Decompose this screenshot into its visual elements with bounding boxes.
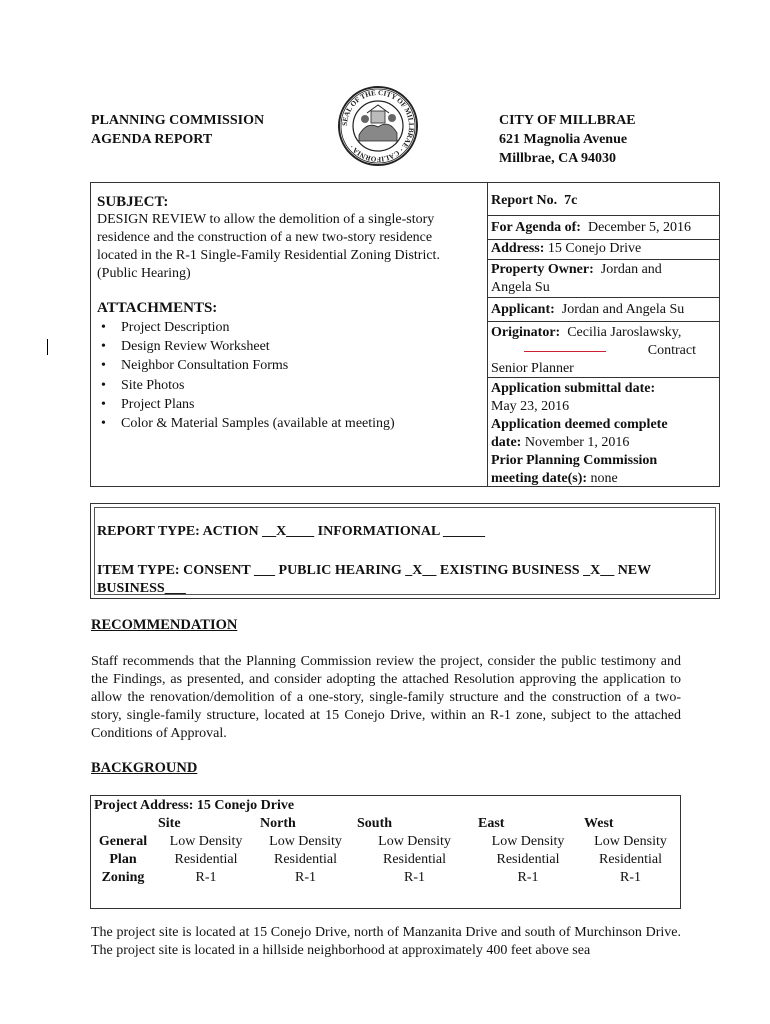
- row-label-general-plan: [91, 833, 156, 869]
- owner-label: Property Owner:: [491, 262, 594, 277]
- subject-title: SUBJECT:: [97, 194, 169, 210]
- applicant-value: Jordan and Angela Su: [561, 302, 685, 317]
- city-citystate: Millbrae, CA 94030: [499, 151, 617, 166]
- agenda-date-label: For Agenda of:: [491, 220, 581, 235]
- table-corner: [91, 815, 156, 833]
- col-header-north: North: [260, 816, 296, 831]
- recommendation-heading: RECOMMENDATION: [91, 617, 238, 633]
- prior-meeting-label-2: meeting date(s):: [491, 471, 588, 486]
- agenda-date: December 5, 2016: [587, 220, 691, 235]
- complete-label-2: date:: [491, 435, 522, 450]
- originator-title-1: Contract: [647, 343, 696, 358]
- report-number: 7c: [564, 193, 578, 208]
- table-cell: [475, 833, 581, 869]
- prior-meeting-label: Prior Planning Commission: [491, 453, 658, 468]
- attachments-title: ATTACHMENTS:: [97, 300, 218, 316]
- table-cell: [581, 833, 681, 869]
- table-cell: [257, 833, 354, 869]
- cell-line: Low Density: [269, 834, 342, 849]
- row-label-plan: Plan: [109, 852, 137, 867]
- complete-date: November 1, 2016: [524, 435, 630, 450]
- attachment-item: • Neighbor Consultation Forms: [97, 356, 481, 375]
- city-seal-icon: [337, 85, 419, 167]
- attachment-item: • Project Description: [97, 318, 481, 337]
- col-header-south: South: [357, 816, 393, 831]
- attachments-list: [97, 318, 481, 433]
- attachment-item: • Color & Material Samples (available at meeting): [97, 414, 481, 433]
- cell-line: Low Density: [491, 834, 565, 849]
- cell-line: Low Density: [169, 834, 243, 849]
- cell-line: Residential: [496, 852, 560, 867]
- table-cell: R-1: [195, 870, 217, 885]
- table-cell: R-1: [404, 870, 425, 885]
- report-number-label: Report No.: [491, 193, 558, 208]
- table-cell: [354, 833, 475, 869]
- originator-title-2: Senior Planner: [491, 361, 574, 376]
- originator-label: Originator:: [491, 325, 561, 340]
- cell-line: Residential: [383, 852, 446, 867]
- col-header-site: Site: [158, 816, 181, 831]
- background-text: The project site is located at 15 Conejo Drive, north of Manzanita Drive and south of Murchinson Drive. The project site is located in a hillside neighborhood at approximately 400 feet above sea: [91, 925, 681, 958]
- recommendation-text: Staff recommends that the Planning Commission review the project, consider the public testimony and the Findings, as presented, and consider adopting the attached Resolution approving the application to allow the renovation/demolition of a one-story, single-family structure and the construction of a two-story, single-family structure, located at 15 Conejo Drive, within an R-1 zone, subject to the attached Conditions of Approval.: [91, 654, 681, 741]
- owner-value-2: Angela Su: [491, 280, 550, 295]
- cell-line: Low Density: [378, 834, 451, 849]
- cell-line: Residential: [174, 852, 238, 867]
- header-line-1: PLANNING COMMISSION: [91, 113, 265, 128]
- submittal-date: May 23, 2016: [491, 399, 570, 414]
- subject-line-4: (Public Hearing): [97, 266, 191, 281]
- cell-line: Low Density: [594, 834, 667, 849]
- table-cell: [155, 833, 257, 869]
- row-label-zoning: Zoning: [101, 870, 145, 885]
- row-label-general: General: [98, 834, 148, 849]
- subject-line-3: located in the R-1 Single-Family Residential Zoning District.: [97, 248, 440, 263]
- cell-line: Residential: [274, 852, 337, 867]
- header-line-2: AGENDA REPORT: [91, 132, 213, 147]
- text-cursor: [47, 339, 48, 355]
- attachment-item: • Site Photos: [97, 376, 481, 395]
- dates-cell: [488, 378, 719, 488]
- owner-value-1: Jordan and: [600, 262, 662, 277]
- report-info-panel: [488, 183, 719, 486]
- background-heading: BACKGROUND: [91, 760, 198, 776]
- originator-value: Cecilia Jaroslawsky,: [567, 325, 682, 340]
- applicant-label: Applicant:: [491, 302, 555, 317]
- subject-line-1: DESIGN REVIEW to allow the demolition of a single-story: [97, 212, 435, 227]
- submittal-label: Application submittal date:: [491, 381, 656, 396]
- report-header-right: [499, 111, 636, 168]
- col-header-east: East: [478, 816, 505, 831]
- table-cell: R-1: [620, 870, 641, 885]
- report-type-box: [90, 503, 720, 599]
- agenda-date-cell: [488, 216, 719, 240]
- cell-line: Residential: [599, 852, 662, 867]
- owner-cell: [488, 260, 719, 298]
- report-type-line: REPORT TYPE: ACTION __X____ INFORMATIONAL ______: [97, 524, 486, 539]
- report-header-left: [91, 111, 264, 149]
- table-title: Project Address: 15 Conejo Drive: [94, 798, 295, 813]
- city-name: CITY OF MILLBRAE: [499, 113, 636, 128]
- table-cell: R-1: [517, 870, 539, 885]
- attachment-item: • Design Review Worksheet: [97, 337, 481, 356]
- table-cell: R-1: [295, 870, 316, 885]
- svg-text:SEAL OF THE CITY OF MILLBRAE ·: SEAL OF THE CITY OF MILLBRAE · CALIFORNIA ·: [340, 88, 416, 164]
- applicant-cell: [488, 298, 719, 322]
- subject-info-box: [90, 182, 720, 487]
- tracked-change-mark: [524, 351, 606, 352]
- city-street: 621 Magnolia Avenue: [499, 132, 628, 147]
- address-cell: [488, 240, 719, 260]
- address-label: Address:: [491, 241, 545, 256]
- report-number-cell: [488, 183, 719, 216]
- project-address-table: [90, 795, 681, 909]
- subject-panel: [91, 183, 488, 486]
- subject-line-2: residence and the construction of a new two-story residence: [97, 230, 433, 245]
- complete-label: Application deemed complete: [491, 417, 668, 432]
- prior-meeting-value: none: [590, 471, 618, 486]
- address-value: 15 Conejo Drive: [547, 241, 642, 256]
- item-type-line: ITEM TYPE: CONSENT ___ PUBLIC HEARING _X__ EXISTING BUSINESS _X__ NEW BUSINESS___: [97, 563, 651, 596]
- col-header-west: West: [584, 816, 614, 831]
- originator-cell: [488, 322, 719, 378]
- attachment-item: • Project Plans: [97, 395, 481, 414]
